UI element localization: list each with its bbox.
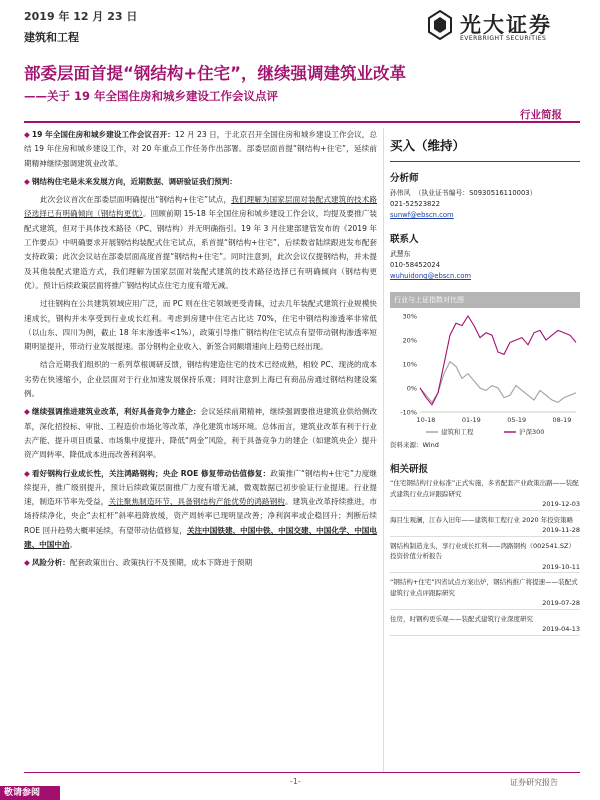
analyst-info [390,188,580,221]
paragraph-meeting [24,128,377,171]
related-report-item[interactable] [390,478,580,511]
paragraph-text: 12 月 23 日，于北京召开全国住房和城乡建设工作会议，总结 19 年住房和城乡建设工作，对 20 年重点工作任务作出部署。部委层面首提“钢结构+住宅”，延续前期精神继续强调建筑业改革。 [24,130,377,168]
y-tick-label: 0% [406,384,417,393]
paragraph-lead: ◆ 风险分析： [24,558,70,567]
paragraph-lead: ◆ 钢结构住宅是未来发展方向，近期数据、调研验证我们预判： [24,177,237,186]
paragraph-reform [24,405,377,462]
y-tick-label: 10% [402,360,417,369]
industry-label: 建筑和工程 [24,31,79,44]
paragraph-text: 会议延续前期精神，继续强调要推进建筑业供给侧改革，深化招投标、审批、工程造价市场化等改革，净化建筑市场环境。总体而言，建筑业改革有利于行业去产能、提升项目质量、市场集中度提升、降低“两金”风险，利于具备竞争力的建企（如建筑央企）提升资产周转率、降低成本进而改善利润率。 [24,407,377,460]
related-report-title: “钢结构+住宅”四省试点方案出炉，钢结构推广将提速——装配式建筑行业点评跟踪研究 [390,578,578,597]
report-date: 2019 年 12 月 23 日 [24,10,138,23]
page-number: -1- [290,777,301,786]
related-report-date: 2019-04-13 [390,624,580,636]
rating-label: 买入（维持） [390,138,466,153]
contact-name: 武慧东 [390,250,411,258]
paragraph-text: 。回顾前期 15-18 年全国住房和城乡建设工作会议，均提及要推广装配式建筑，但对于具体技术路径（PC、钢结构）并无明确指引。19 年 3 月住建部建管发布的《2019 年工作要点》中明确要求开展钢结构装配式住宅试点，系首提“钢结构+住宅”，后续数省陆续跟进发布配套支持政策；此次会议站在部委层面高度首提“钢结构+住宅”。同时注意到，此次会议仅提钢结构，并未提及其他装配式建造方式，我们理解为国家层面对装配式建筑的技术路径选择已有明确倾向（钢结构更优）。预计后续政策层面将推广钢结构试点住宅力度有增无减。 [24,209,377,290]
paragraph-research-feedback: 结合近期我们组织的一系列草根调研反馈，钢结构建造住宅的技术已经成熟，相较 PC、现浇的成本劣势在快速缩小，企业层面对于行业加速发展保持乐观；同时注意到上海已有商品房通过钢结构建设案例。 [24,360,377,399]
y-tick-label: 30% [402,312,417,321]
paragraph-pc-vs-steel: 过往钢构在公共建筑领域应用广泛，而 PC 则在住宅领域更受青睐，过去几年装配式建筑行业规模快速成长，钢构并未享受到行业成长红利。考虑到房建中住宅占比达 70%，住宅中钢结构渗透率非常低（以山东、四川为例，截止 18 年末渗透率<1%），政策引导推广钢结构住宅试点有望带动钢构渗透率短期明显提升，带动行业发展提速。部分钢构企业收入、新签合同额增速向上趋势已经出现。 [24,299,377,352]
related-report-item[interactable] [390,541,580,574]
underlined-text: 关注聚焦制造环节、具备钢结构产能优势的鸿路钢构 [108,497,285,507]
analyst-heading: 分析师 [390,173,419,184]
main-text-column [24,128,377,770]
chart-title: 行业与上证指数对比图 [390,292,580,308]
footer-label: 证券研究报告 [510,778,558,787]
company-logo [426,8,586,44]
comparison-chart [390,292,580,449]
analyst-email[interactable]: sunwf@ebscn.com [390,211,454,219]
x-tick-label: 01-19 [461,416,481,424]
related-report-date: 2019-10-11 [390,562,580,574]
related-report-title: 海目生观澜，江春入旧年——建筑和工程行业 2020 年投资策略 [390,515,574,524]
logo-text: 光大证券 [460,12,552,37]
related-report-item[interactable] [390,515,580,537]
paragraph-text: 政策推广“钢结构+住宅”力度继续提升，推广级别提升，预计后续政策层面推广力度有增无减，微观数据已初步验证行业提速。行业提速，制造环节率先受益， [24,468,377,507]
related-report-item[interactable] [390,614,580,636]
y-tick-label: 20% [402,336,417,345]
report-subtitle: ——关于 19 年全国住房和城乡建设工作会议点评 [24,89,279,103]
related-report-title: 住房，时钢构更乐观——装配式建筑行业深度研究 [390,614,533,623]
chart-source: 资料来源：Wind [390,441,439,449]
paragraph-steel-housing [24,193,377,293]
paragraph-steel-housing-lead [24,175,377,189]
y-tick-label: -10% [400,408,417,417]
related-heading: 相关研报 [390,464,429,475]
x-tick-label: 05-19 [507,416,527,424]
x-tick-label: 10-18 [416,416,436,424]
paragraph-lead: ◆ 看好钢构行业成长性，关注鸿路钢构；央企 ROE 修复带动估值修复： [24,469,270,478]
series-line-1 [420,316,576,405]
paragraph-recommendation [24,467,377,553]
paragraph-text: 此次会议首次在部委层面明确提出“钢结构+住宅”试点， [40,195,232,205]
related-report-date: 2019-11-28 [390,525,580,537]
paragraph-lead: ◆ 19 年全国住房和城乡建设工作会议召开： [24,130,175,139]
logo-mark-icon [426,10,454,40]
analyst-cert: （执业证书编号：S0930516110003） [414,189,537,197]
contact-info [390,249,580,282]
header-divider [24,121,580,123]
paragraph-text: 配套政策出台、政策执行不及预期，成本下降进于预期 [69,558,253,568]
report-type: 行业简报 [520,109,562,121]
related-report-title: 钢结构制造龙头，享行业成长红利——鸿路钢构（002541.SZ）投资价值分析报告 [390,541,575,560]
footer-divider [24,772,580,773]
sidebar-divider [390,161,580,162]
related-report-date: 2019-07-28 [390,598,580,610]
legend-label: 建筑和工程 [441,428,474,436]
watermark: 敬请参阅 [0,786,60,800]
report-title: 部委层面首提“钢结构+住宅”，继续强调建筑业改革 [24,64,407,83]
paragraph-text: 。 [69,540,78,550]
analyst-name: 孙伟风 [390,189,411,197]
related-reports-list [390,478,580,636]
contact-phone: 010-58452024 [390,261,441,269]
paragraph-risk [24,556,377,570]
underlined-text: 我们理解为国家层面对装配式建筑的技术路径选择已有明确倾向（钢结构更优） [24,195,377,219]
related-report-title: “住宅钢结构行业标准”正式实施，多省配套产业政策出路——装配式建筑行业点评跟踪研究 [390,479,579,498]
column-divider [383,128,384,772]
paragraph-text: 。建筑业改革持续推进，市场持续净化，央企“去杠杆”斜率趋降放缓，资产周转率已现明显改善；净利润率或企稳回升；判断后续 ROE 回升趋势大概率延续，有望带动估值修复， [24,497,377,535]
logo-english: EVERBRIGHT SECURITIES [460,35,547,42]
chart-canvas [390,308,580,438]
related-report-date: 2019-12-03 [390,499,580,511]
sidebar [390,128,580,770]
x-tick-label: 08-19 [552,416,572,424]
related-report-item[interactable] [390,577,580,610]
contact-heading: 联系人 [390,234,419,245]
paragraph-lead: ◆ 继续强调推进建筑业改革，利好具备竞争力建企： [24,407,201,416]
analyst-phone: 021-52523822 [390,200,441,208]
contact-email[interactable]: wuhuidong@ebscn.com [390,272,472,280]
underlined-text: 关注中国铁建、中国中铁、中国交建、中国化学、中国电建、中国中冶 [24,525,377,550]
legend-label: 沪深300 [519,428,545,436]
